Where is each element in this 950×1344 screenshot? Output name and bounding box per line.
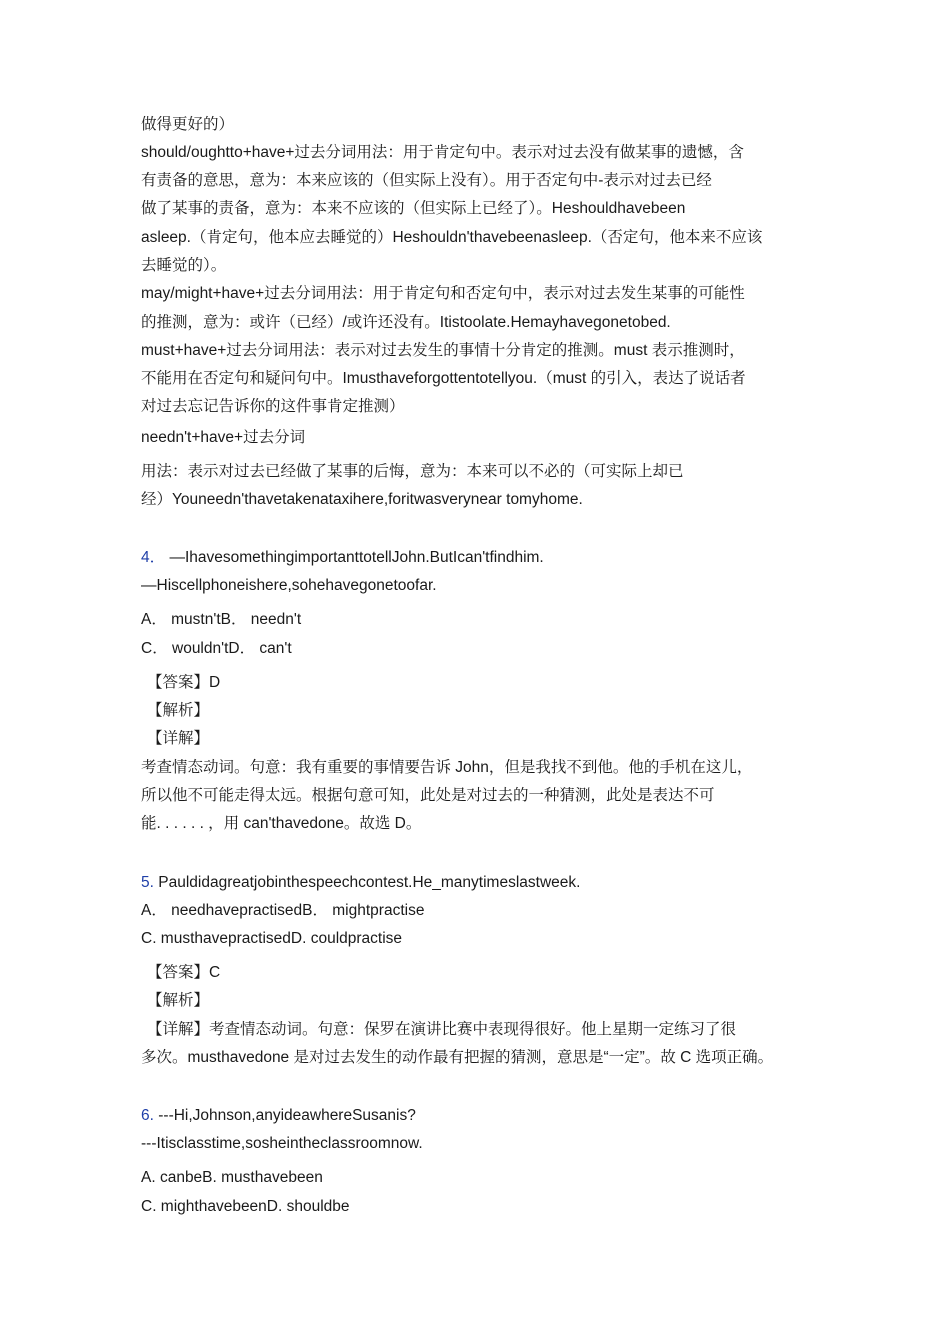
question-4-detail: 【详解】: [147, 730, 210, 747]
question-number: 6.: [141, 1107, 154, 1124]
question-4-explanation: 考查情态动词。句意：我有重要的事情要告诉 John，但是我找不到他。他的手机在这儿，: [141, 759, 753, 776]
text-line: 的推测，意为：或许（已经）/或许还没有。Itistoolate.Hemayhavegonetobed.: [141, 314, 671, 331]
text-line: 去睡觉的）。: [141, 257, 227, 274]
question-6-options-ab: A. canbeB. musthavebeen: [141, 1169, 323, 1186]
question-number: 4．: [141, 549, 166, 566]
question-number: 5.: [141, 874, 154, 891]
text-line: 对过去忘记告诉你的这件事肯定推测）: [141, 398, 405, 415]
text-line: 做得更好的）: [141, 116, 235, 133]
question-5-options-ab: A． needhavepractisedB． mightpractise: [141, 902, 425, 919]
text-line: must+have+过去分词用法：表示对过去发生的事情十分肯定的推测。must 表示推测时，: [141, 342, 745, 359]
question-4-analysis: 【解析】: [147, 702, 210, 719]
text-line: may/might+have+过去分词用法：用于肯定句和否定句中，表示对过去发生某事的可能性: [141, 285, 745, 302]
question-5-analysis: 【解析】: [147, 992, 210, 1009]
question-4-stem-2: —Hiscellphoneishere,sohehavegonetoofar.: [141, 577, 437, 594]
text-line: 做了某事的责备，意为：本来不应该的（但实际上已经了）。Heshouldhavebeen: [141, 200, 686, 217]
text-line: 用法：表示对过去已经做了某事的后悔，意为：本来可以不必的（可实际上却已: [141, 463, 684, 480]
question-5-options-cd: C. musthavepractisedD. couldpractise: [141, 930, 403, 947]
question-5-answer: 【答案】C: [147, 964, 221, 981]
question-4-explanation: 所以他不可能走得太远。根据句意可知，此处是对过去的一种猜测，此处是表达不可: [141, 787, 715, 804]
question-4-options-ab: A． mustn'tB． needn't: [141, 611, 302, 628]
question-5-stem: 5. Pauldidagreatjobinthespeechcontest.He_manytimeslastweek.: [141, 874, 581, 891]
text-line: needn't+have+过去分词: [141, 429, 306, 446]
text-line: asleep.（肯定句，他本应去睡觉的）Heshouldn'thavebeenasleep.（否定句，他本来不应该: [141, 229, 763, 246]
question-6-options-cd: C. mighthavebeenD. shouldbe: [141, 1198, 350, 1215]
question-5-explanation: 多次。musthavedone 是对过去发生的动作最有把握的猜测，意思是“一定”。故 C 选项正确。: [141, 1049, 774, 1066]
question-4-explanation: 能. . . . . . ，用 can'thavedone。故选 D。: [141, 815, 422, 832]
text-line: 经）Youneedn'thavetakenataxihere,foritwasverynear tomyhome.: [141, 491, 583, 508]
text-line: 有责备的意思，意为：本来应该的（但实际上没有）。用于否定句中-表示对过去已经: [141, 172, 712, 189]
question-4-answer: 【答案】D: [147, 674, 221, 691]
question-5-explanation: 【详解】考查情态动词。句意：保罗在演讲比赛中表现得很好。他上星期一定练习了很: [147, 1021, 737, 1038]
question-4-stem: 4． —IhavesomethingimportanttotellJohn.ButIcan'tfindhim.: [141, 549, 544, 566]
text-line: 不能用在否定句和疑问句中。Imusthaveforgottentotellyou.（must 的引入，表达了说话者: [141, 370, 746, 387]
question-6-stem-2: ---Itisclasstime,sosheintheclassroomnow.: [141, 1135, 423, 1152]
question-4-options-cd: C． wouldn'tD． can't: [141, 640, 292, 657]
question-6-stem: 6. ---Hi,Johnson,anyideawhereSusanis?: [141, 1107, 416, 1124]
text-line: should/oughtto+have+过去分词用法：用于肯定句中。表示对过去没有做某事的遗憾，含: [141, 144, 744, 161]
